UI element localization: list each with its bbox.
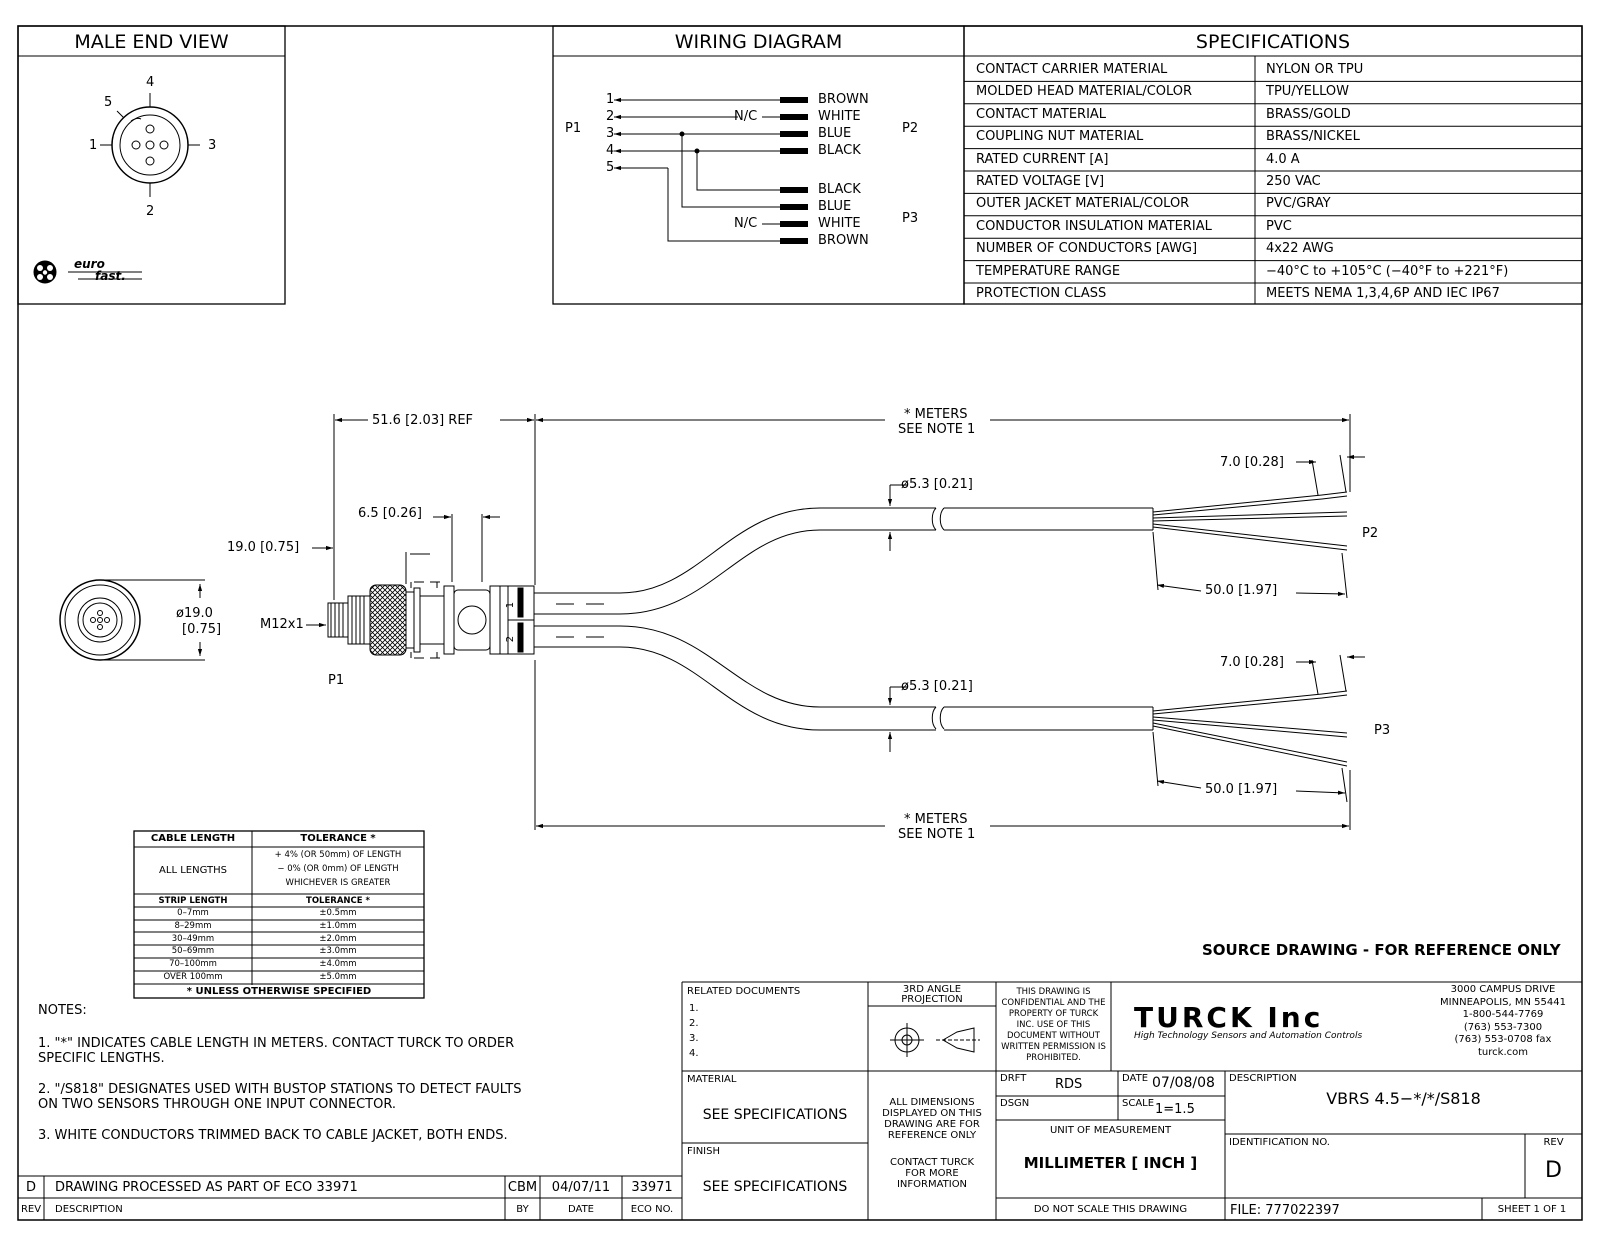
rev-value: D [1545,1158,1562,1183]
wiring-diagram-box [553,26,964,304]
tol-strip-value: ±3.0mm [319,946,357,957]
desc-col-header: DESCRIPTION [55,1204,123,1215]
pin-label-2: 2 [146,204,155,219]
tol-strip-length: 0–7mm [177,908,209,918]
file-number: FILE: 777022397 [1230,1203,1340,1218]
rev-date: 04/07/11 [551,1180,611,1195]
do-not-scale: DO NOT SCALE THIS DRAWING [1033,1204,1188,1215]
tol-footer: * UNLESS OTHERWISE SPECIFIED [186,986,372,997]
dim-jacket-strip-bottom: 50.0 [1.97] [1205,782,1278,797]
dim-nut-length: 19.0 [0.75] [227,540,300,555]
tol-strip-value: ±4.0mm [319,959,357,970]
dim-diameter-in: [0.75] [182,622,222,637]
wire-color-p2: BLACK [818,143,861,158]
tol-strip-value: ±1.0mm [319,920,357,931]
wiring-pin-3: 3 [606,126,615,141]
wiring-pin-4: 4 [606,143,615,158]
spec-label: PROTECTION CLASS [976,286,1107,301]
identification-label: IDENTIFICATION NO. [1229,1137,1330,1148]
tol-header-cable: CABLE LENGTH [150,833,236,844]
note-1-line-1: 1. "*" INDICATES CABLE LENGTH IN METERS. CONTACT TURCK TO ORDER [38,1036,515,1051]
spec-label: MOLDED HEAD MATERIAL/COLOR [976,84,1193,100]
spec-value: BRASS/NICKEL [1266,129,1360,145]
dim-cable-diameter-bottom: ø5.3 [0.21] [901,679,973,694]
scale-label: SCALE [1122,1098,1155,1109]
projection-line-2: PROJECTION [901,994,963,1005]
pin-label-3: 3 [208,138,217,153]
related-doc-1: 1. [689,1003,699,1014]
spec-label: TEMPERATURE RANGE [976,263,1121,279]
dim-ref-length: 51.6 [2.03] REF [372,413,474,428]
unit-value: MILLIMETER [ INCH ] [1023,1154,1198,1172]
drft-label: DRFT [1000,1073,1027,1084]
tol-strip-length: 8–29mm [174,920,212,931]
all-dims-line: ALL DIMENSIONS [889,1097,975,1108]
rev-by: CBM [507,1180,538,1195]
wire-color-p3: BLUE [818,199,852,214]
related-doc-2: 2. [689,1018,699,1029]
spec-label: CONTACT MATERIAL [976,106,1107,122]
tol-strip-value: ±0.5mm [319,908,357,918]
contact-line: FOR MORE [905,1168,959,1179]
rev-label: REV [1543,1137,1564,1148]
description-label: DESCRIPTION [1229,1073,1297,1084]
spec-label: CONTACT CARRIER MATERIAL [976,62,1168,77]
logo-fast: fast. [95,269,126,283]
wiring-nc-p3: N/C [734,216,758,231]
wire-color-p3: BROWN [818,233,869,248]
tol-all-lengths: ALL LENGTHS [159,865,227,876]
address-line: 3000 CAMPUS DRIVE [1450,984,1556,995]
confidential-line: DOCUMENT WITHOUT [1007,1031,1100,1041]
related-doc-4: 4. [689,1048,699,1059]
tol-all-line-1: + 4% (OR 50mm) OF LENGTH [274,850,402,860]
turck-logo [1134,1001,1323,1034]
spec-label: RATED VOLTAGE [V] [976,174,1105,189]
address-line: (763) 553-7300 [1463,1021,1543,1033]
spec-label: CONDUCTOR INSULATION MATERIAL [976,218,1212,234]
address-line: MINNEAPOLIS, MN 55441 [1440,996,1566,1008]
confidential-line: CONFIDENTIAL AND THE [1001,998,1106,1008]
wire-terminals [780,97,808,244]
confidential-line: THIS DRAWING IS [1016,987,1091,997]
rev-eco: 33971 [631,1180,673,1195]
dim-grip-length: 6.5 [0.26] [358,506,422,521]
unit-label: UNIT OF MEASUREMENT [1049,1125,1172,1136]
wire-color-p3: WHITE [818,216,861,231]
tol-strip-value: ±5.0mm [319,972,357,982]
date-value: 07/08/08 [1152,1075,1215,1091]
spec-value: 250 VAC [1266,174,1321,189]
note-2-line-2: ON TWO SENSORS THROUGH ONE INPUT CONNECTOR. [38,1097,397,1112]
related-doc-3: 3. [689,1033,699,1044]
dim-thread: M12x1 [260,617,304,632]
pin-label-5: 5 [104,95,113,110]
dim-see-note-bottom: SEE NOTE 1 [898,827,976,842]
tol-header-tolerance: TOLERANCE * [300,833,376,844]
wiring-p1-label: P1 [565,121,582,136]
rev-col-header: REV [20,1204,42,1215]
company-tagline: High Technology Sensors and Automation Controls [1134,1031,1363,1041]
address-line: turck.com [1478,1046,1528,1058]
specifications-title: SPECIFICATIONS [1195,31,1351,53]
drft-value: RDS [1055,1077,1083,1092]
tol-strip-length: 30–49mm [171,933,215,944]
wiring-p3-label: P3 [902,211,919,226]
projection-line-1: 3RD ANGLE [902,984,962,995]
confidential-line: WRITTEN PERMISSION IS [1001,1042,1106,1052]
dim-meters-top: * METERS [904,407,968,422]
spec-value: 4x22 AWG [1266,241,1334,257]
dim-cable-diameter-top: ø5.3 [0.21] [901,477,973,492]
spec-value: 4.0 A [1266,151,1300,167]
leg-2-label: 2 [505,635,517,643]
finish-label: FINISH [687,1146,720,1157]
note-1-line-2: SPECIFIC LENGTHS. [38,1051,165,1066]
rev-letter: D [25,1180,36,1195]
p2-label: P2 [1362,526,1379,541]
spec-label: NUMBER OF CONDUCTORS [AWG] [976,241,1198,257]
address-line: 1-800-544-7769 [1462,1009,1544,1020]
p3-label: P3 [1374,723,1391,738]
spec-value: PVC [1266,218,1292,234]
spec-value: PVC/GRAY [1266,196,1331,212]
wiring-pin-2: 2 [606,109,615,124]
tol-all-line-2: − 0% (OR 0mm) OF LENGTH [277,864,399,874]
all-dims-line: DISPLAYED ON THIS [882,1108,982,1119]
rev-description: DRAWING PROCESSED AS PART OF ECO 33971 [55,1180,358,1195]
notes-title: NOTES: [38,1003,87,1018]
tol-strip-length: OVER 100mm [163,972,223,982]
connector-side-view [328,582,534,658]
wire-color-p2: BLUE [818,126,852,141]
source-drawing-note: SOURCE DRAWING - FOR REFERENCE ONLY [1202,941,1561,959]
pin-label-1: 1 [89,138,98,153]
confidential-line: PROHIBITED. [1026,1053,1081,1063]
note-2-line-1: 2. "/S818" DESIGNATES USED WITH BUSTOP STATIONS TO DETECT FAULTS [38,1082,522,1097]
male-end-view-title: MALE END VIEW [74,31,229,53]
sheet-number: SHEET 1 OF 1 [1497,1204,1567,1215]
tol-header-tolerance-2: TOLERANCE * [306,896,370,906]
tol-header-strip: STRIP LENGTH [158,896,228,906]
confidential-line: PROPERTY OF TURCK [1008,1009,1099,1019]
leg-1-label: 1 [505,601,517,609]
contact-line: INFORMATION [896,1179,968,1190]
wiring-pin-5: 5 [606,160,615,175]
dim-jacket-strip-top: 50.0 [1.97] [1205,583,1278,598]
material-value: SEE SPECIFICATIONS [702,1107,848,1123]
scale-value: 1=1.5 [1155,1102,1195,1117]
spec-value: MEETS NEMA 1,3,4,6P AND IEC IP67 [1266,286,1500,301]
wire-color-p2: BROWN [818,92,869,107]
tol-strip-length: 70–100mm [169,959,217,970]
company-logo-text: TURCK Inc [1134,1001,1324,1034]
spec-value: −40°C to +105°C (−40°F to +221°F) [1266,263,1509,279]
wiring-diagram-title: WIRING DIAGRAM [674,31,843,53]
date-label: DATE [1122,1073,1149,1084]
eco-col-header: ECO NO. [630,1204,674,1215]
confidential-line: INC. USE OF THIS [1016,1020,1091,1030]
wiring-nc-p2: N/C [734,109,758,124]
wire-color-p3: BLACK [818,182,861,197]
spec-label: COUPLING NUT MATERIAL [976,129,1144,145]
description-value: VBRS 4.5−*/*/S818 [1326,1089,1481,1108]
dimension-lines [306,414,1365,830]
dim-meters-bottom: * METERS [904,812,968,827]
dim-see-note-top: SEE NOTE 1 [898,422,976,437]
dim-diameter-mm: ø19.0 [176,606,213,621]
finish-value: SEE SPECIFICATIONS [702,1179,848,1195]
related-docs-label: RELATED DOCUMENTS [687,986,801,997]
dim-strip-top: 7.0 [0.28] [1220,455,1284,470]
date-col-header: DATE [567,1204,594,1215]
cable-legs [534,492,1347,766]
dim-strip-bottom: 7.0 [0.28] [1220,655,1284,670]
material-label: MATERIAL [687,1074,737,1085]
address-line: (763) 553-0708 fax [1454,1034,1552,1045]
tol-strip-length: 50–69mm [171,946,215,957]
p1-label: P1 [328,673,345,688]
by-col-header: BY [516,1204,529,1215]
spec-label: OUTER JACKET MATERIAL/COLOR [976,196,1190,212]
spec-value: NYLON OR TPU [1266,62,1364,77]
pin-label-4: 4 [146,75,155,90]
spec-label: RATED CURRENT [A] [976,151,1109,167]
all-dims-line: DRAWING ARE FOR [884,1119,980,1130]
spec-value: TPU/YELLOW [1266,84,1349,100]
contact-line: CONTACT TURCK [889,1157,975,1168]
logo-euro: euro [74,257,105,271]
tol-strip-value: ±2.0mm [319,933,357,944]
dsgn-label: DSGN [1000,1098,1030,1109]
all-dims-line: REFERENCE ONLY [887,1130,977,1141]
tol-all-line-3: WHICHEVER IS GREATER [285,878,391,888]
note-3: 3. WHITE CONDUCTORS TRIMMED BACK TO CABLE JACKET, BOTH ENDS. [38,1128,508,1143]
wire-color-p2: WHITE [818,109,861,124]
wiring-pin-1: 1 [606,92,615,107]
wiring-p2-label: P2 [902,121,919,136]
male-end-view-face [100,93,200,197]
spec-value: BRASS/GOLD [1266,106,1351,122]
